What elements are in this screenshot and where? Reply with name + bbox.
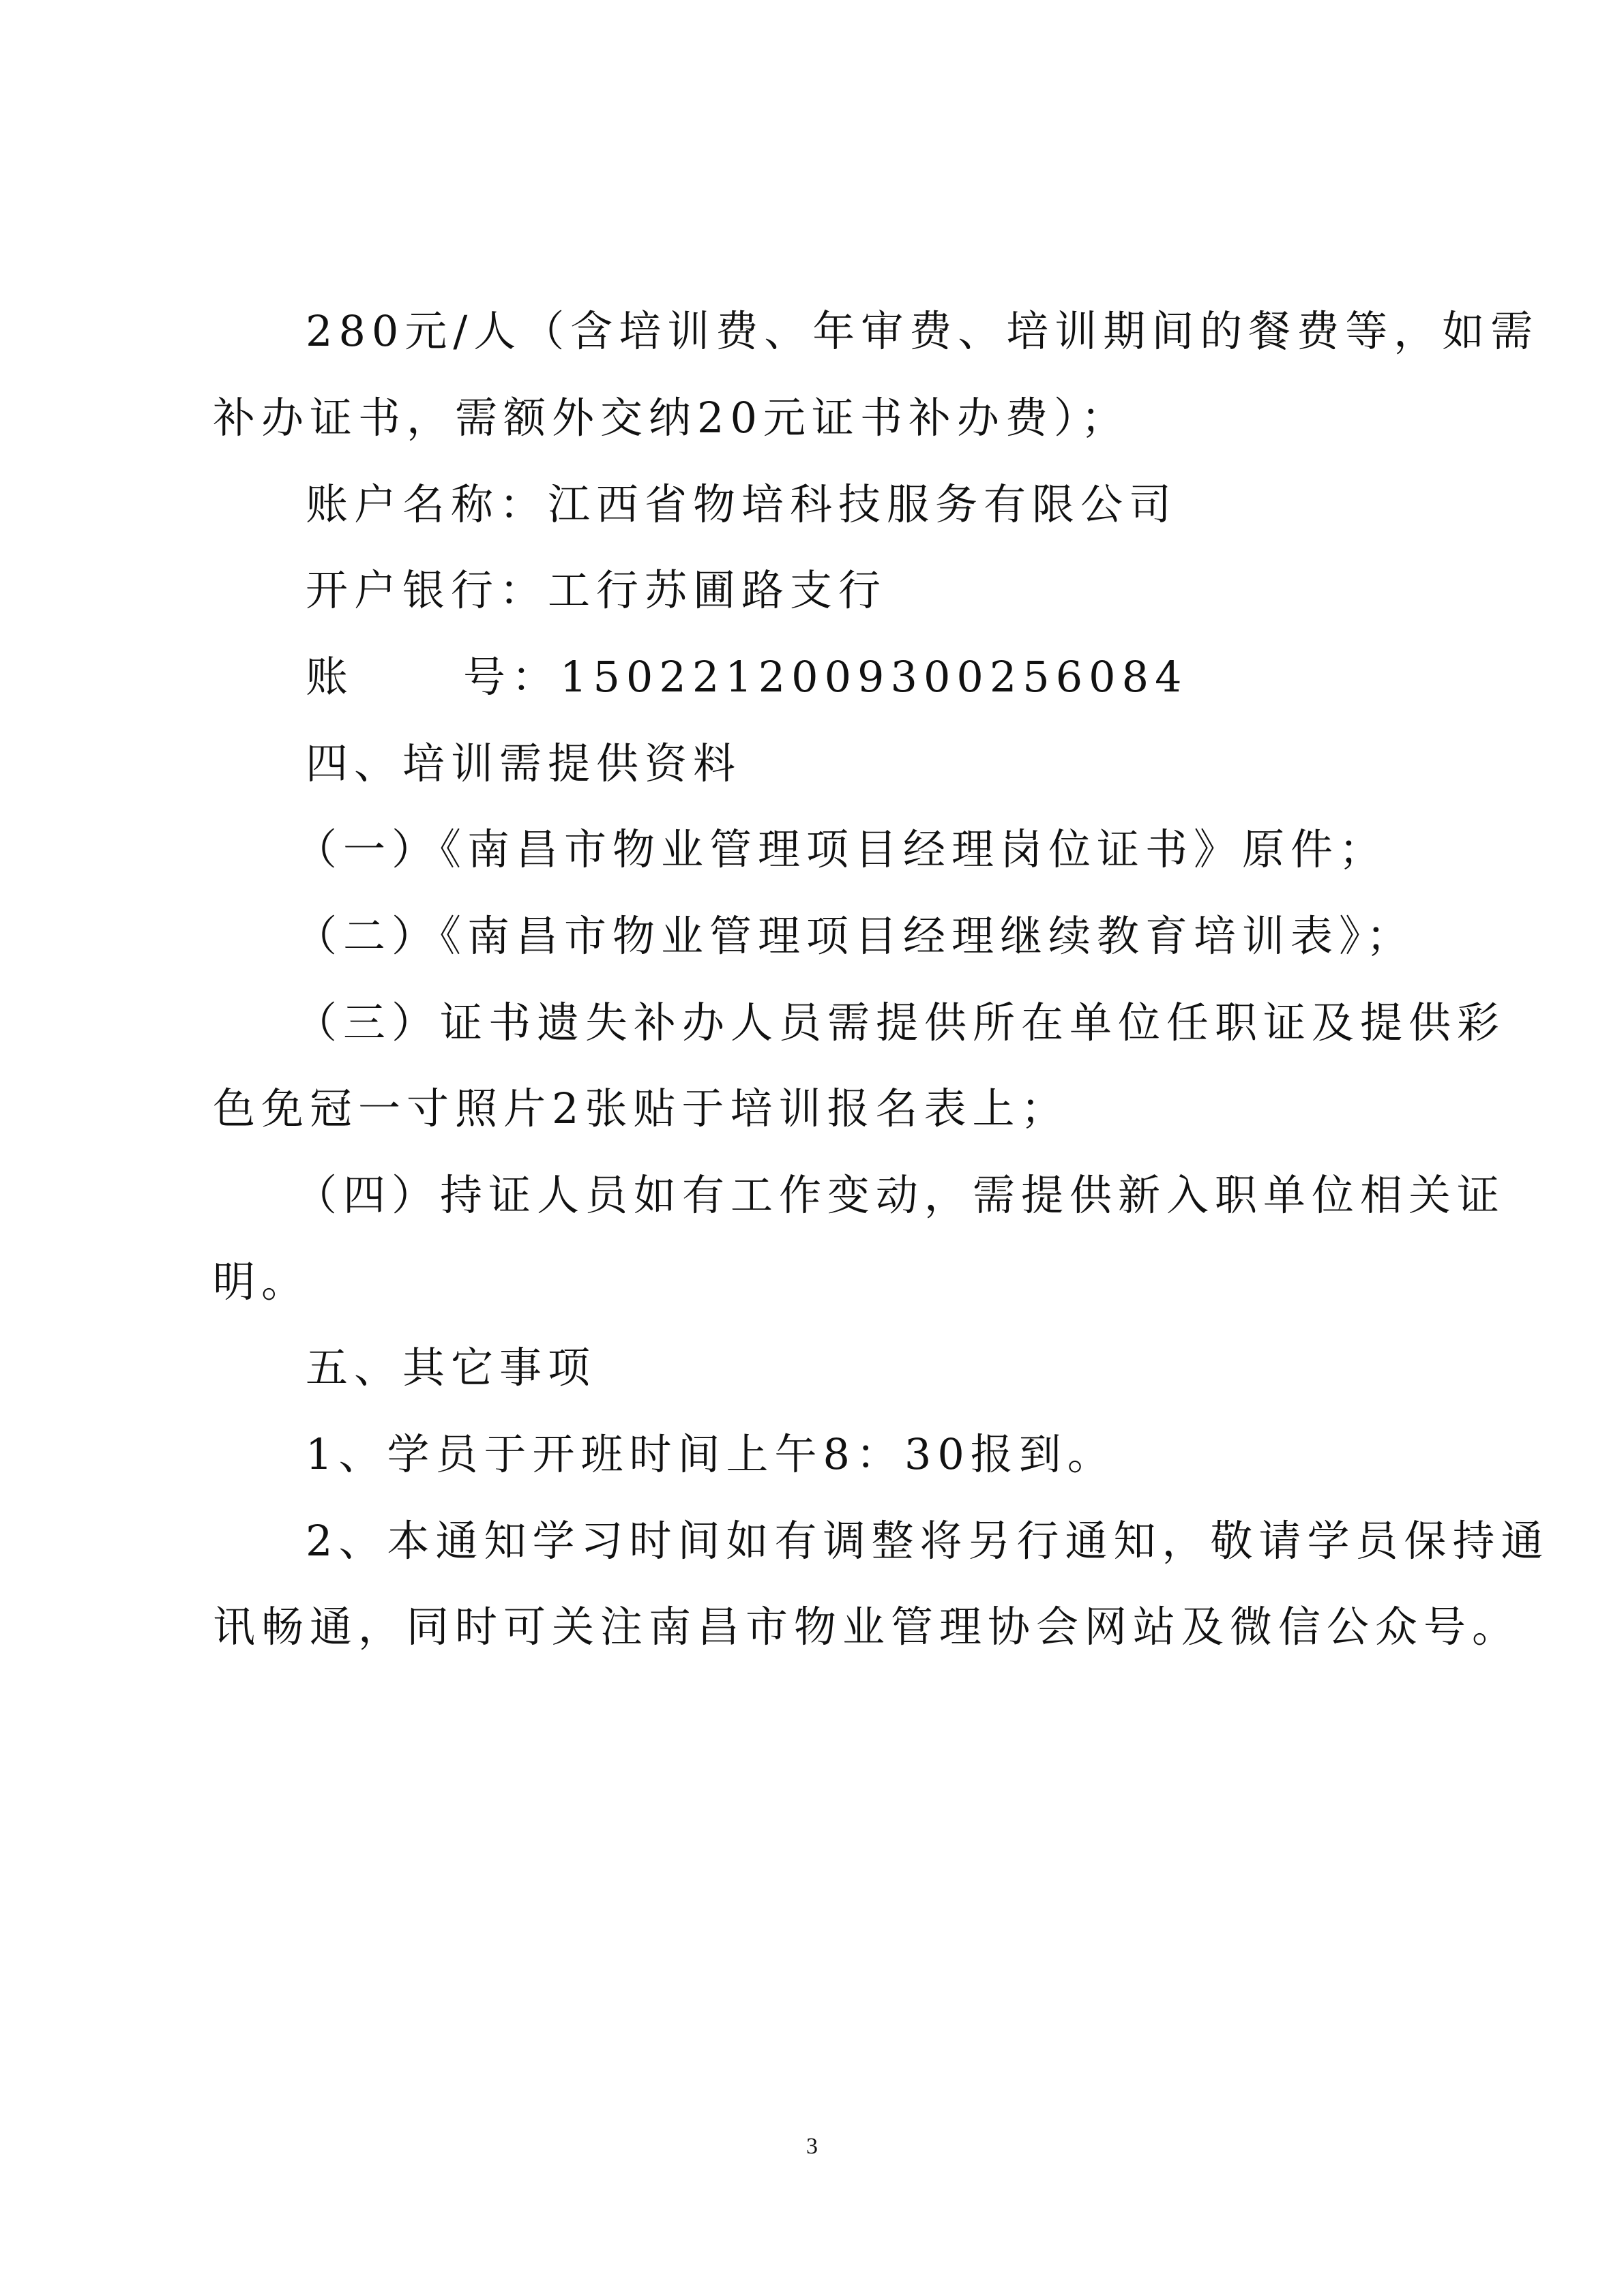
account-number-label-a: 账 bbox=[306, 652, 355, 702]
section4-item-4: （四）持证人员如有工作变动，需提供新入职单位相关证 bbox=[295, 1170, 1506, 1220]
account-name: 账户名称：江西省物培科技服务有限公司 bbox=[306, 479, 1178, 529]
section4-item-3-cont: 色免冠一寸照片2张贴于培训报名表上； bbox=[213, 1084, 1069, 1133]
account-number: 1502212009300256084 bbox=[560, 652, 1188, 702]
page-number: 3 bbox=[806, 2134, 818, 2159]
fee-line-1: 280元/人（含培训费、年审费、培训期间的餐费等，如需 bbox=[306, 306, 1539, 356]
fee-line-2: 补办证书，需额外交纳20元证书补办费）； bbox=[213, 393, 1130, 443]
account-number-label-b: 号： bbox=[463, 652, 561, 702]
section5-heading: 五、其它事项 bbox=[306, 1343, 597, 1392]
section5-item-2-cont: 讯畅通，同时可关注南昌市物业管理协会网站及微信公众号。 bbox=[213, 1602, 1521, 1652]
section4-item-3: （三）证书遗失补办人员需提供所在单位任职证及提供彩 bbox=[295, 998, 1506, 1047]
section5-item-1: 1、学员于开班时间上午8：30报到。 bbox=[306, 1429, 1116, 1479]
account-bank: 开户银行：工行苏圃路支行 bbox=[306, 565, 887, 615]
section4-item-1: （一）《南昌市物业管理项目经理岗位证书》原件； bbox=[295, 824, 1388, 874]
account-number-line bbox=[0, 650, 1624, 704]
section4-item-2: （二）《南昌市物业管理项目经理继续教育培训表》； bbox=[295, 911, 1415, 961]
section4-item-4-cont: 明。 bbox=[213, 1257, 310, 1307]
section4-heading: 四、培训需提供资料 bbox=[306, 739, 742, 788]
section5-item-2: 2、本通知学习时间如有调整将另行通知，敬请学员保持通 bbox=[306, 1516, 1550, 1566]
